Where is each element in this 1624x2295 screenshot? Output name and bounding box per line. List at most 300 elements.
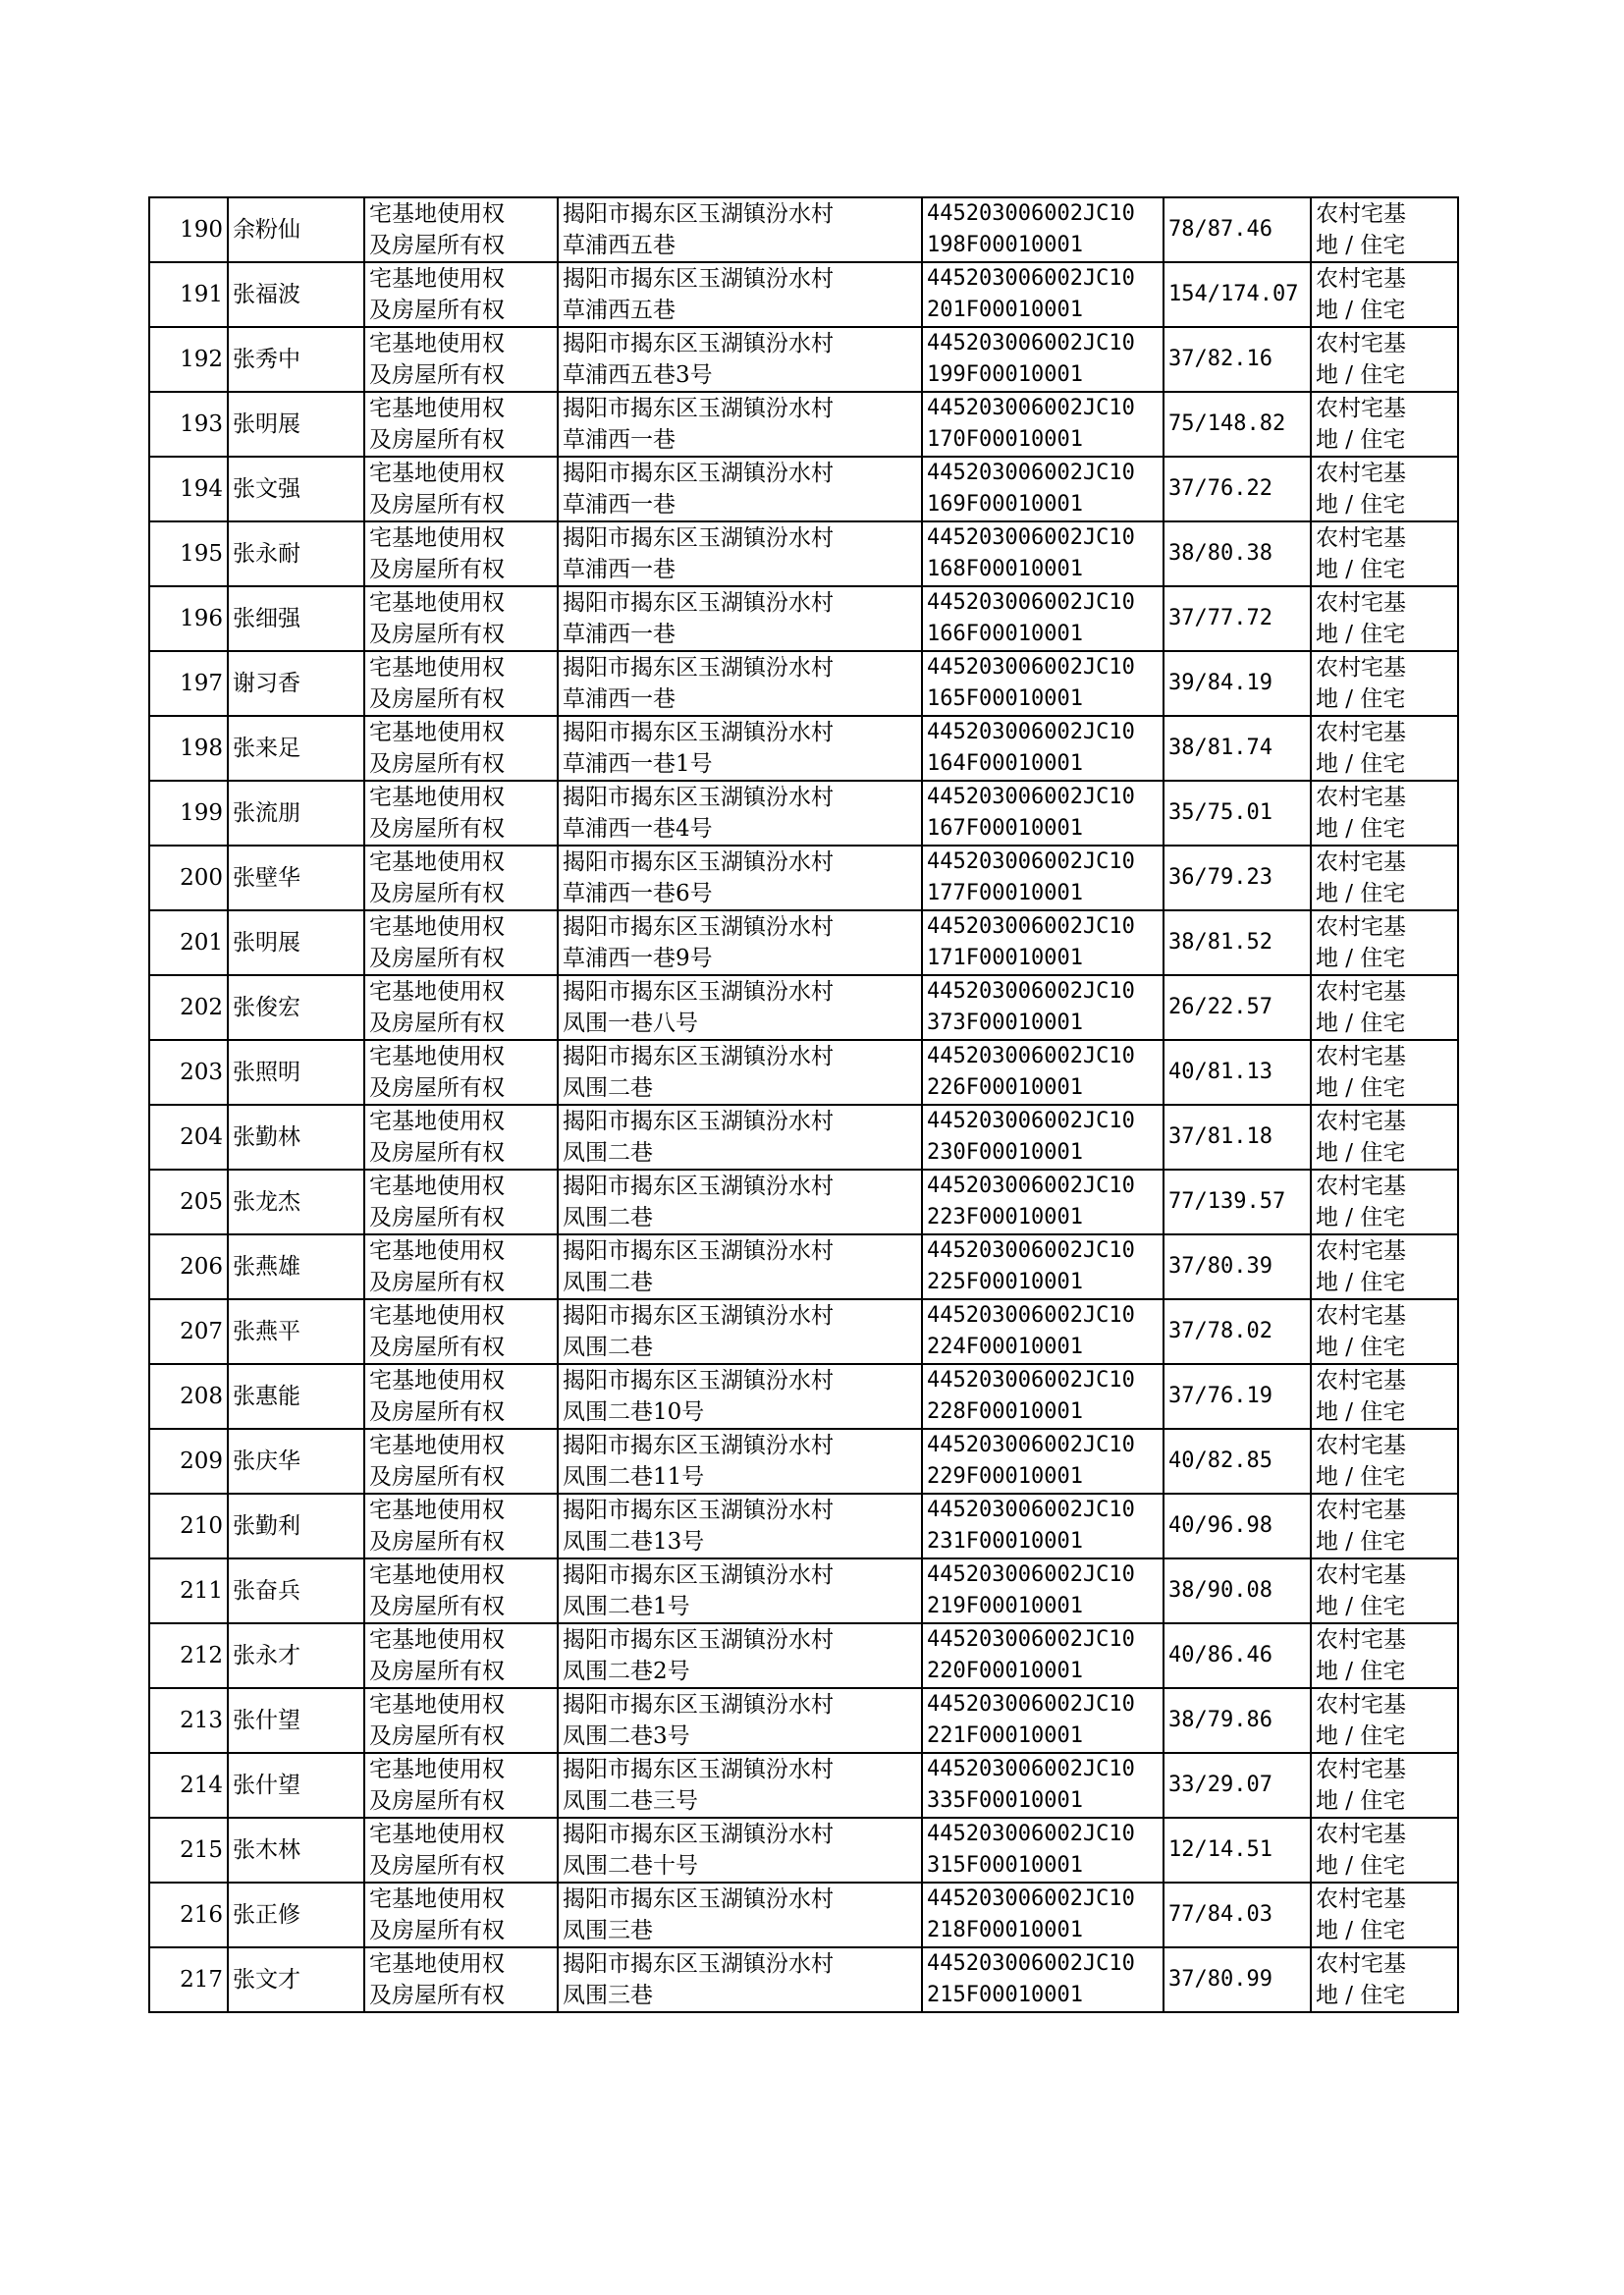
right-type-line: 宅基地使用权 xyxy=(369,1886,505,1912)
row-number-cell xyxy=(149,586,228,651)
location-line: 揭阳市揭东区玉湖镇汾水村 xyxy=(563,1238,834,1264)
land-use-line: 农村宅基 xyxy=(1316,1562,1406,1588)
row-number-cell xyxy=(149,1494,228,1558)
owner-name: 张什望 xyxy=(233,1708,300,1733)
area-cell xyxy=(1164,262,1311,327)
unit-code-line: 170F00010001 xyxy=(927,427,1083,452)
land-use-cell xyxy=(1311,910,1458,975)
table-row xyxy=(149,1558,1458,1623)
right-type-line: 及房屋所有权 xyxy=(369,816,505,842)
land-use-line: 地 / 住宅 xyxy=(1316,1205,1406,1230)
row-number: 206 xyxy=(180,1254,223,1280)
unit-code-line: 220F00010001 xyxy=(927,1659,1083,1683)
unit-code-line: 228F00010001 xyxy=(927,1399,1083,1424)
unit-code-line: 445203006002JC10 xyxy=(927,331,1135,355)
right-type-cell xyxy=(364,521,558,586)
land-use-line: 农村宅基 xyxy=(1316,1498,1406,1523)
area-value: 40/86.46 xyxy=(1168,1643,1272,1667)
location-line: 草浦西一巷 xyxy=(563,686,676,712)
area-value: 26/22.57 xyxy=(1168,995,1272,1019)
right-type-cell xyxy=(364,1364,558,1429)
area-cell xyxy=(1164,1299,1311,1364)
land-use-cell xyxy=(1311,1494,1458,1558)
right-type-cell xyxy=(364,781,558,846)
owner-name-cell xyxy=(228,392,364,457)
land-use-line: 农村宅基 xyxy=(1316,201,1406,227)
unit-code-line: 223F00010001 xyxy=(927,1205,1083,1229)
table-row xyxy=(149,1818,1458,1883)
land-use-cell xyxy=(1311,1364,1458,1429)
land-use-line: 地 / 住宅 xyxy=(1316,492,1406,518)
row-number: 213 xyxy=(180,1708,223,1733)
land-use-line: 地 / 住宅 xyxy=(1316,1659,1406,1684)
location-line: 凤围二巷13号 xyxy=(563,1529,705,1555)
location-line: 草浦西一巷4号 xyxy=(563,816,713,842)
right-type-line: 及房屋所有权 xyxy=(369,1659,505,1684)
land-use-line: 农村宅基 xyxy=(1316,655,1406,681)
location-cell xyxy=(558,1494,922,1558)
row-number: 217 xyxy=(180,1967,223,1993)
land-use-line: 农村宅基 xyxy=(1316,785,1406,810)
right-type-cell xyxy=(364,1753,558,1818)
row-number-cell xyxy=(149,1623,228,1688)
table-row xyxy=(149,1234,1458,1299)
right-type-line: 宅基地使用权 xyxy=(369,331,505,356)
row-number-cell xyxy=(149,781,228,846)
land-use-line: 农村宅基 xyxy=(1316,1886,1406,1912)
unit-code-line: 445203006002JC10 xyxy=(927,1951,1135,1976)
right-type-cell xyxy=(364,1883,558,1947)
owner-name: 张龙杰 xyxy=(233,1189,300,1215)
land-use-cell xyxy=(1311,327,1458,392)
owner-name-cell xyxy=(228,1753,364,1818)
owner-name-cell xyxy=(228,1947,364,2012)
unit-code-line: 445203006002JC10 xyxy=(927,1303,1135,1328)
unit-code-line: 315F00010001 xyxy=(927,1853,1083,1878)
row-number: 207 xyxy=(180,1319,223,1344)
area-cell xyxy=(1164,910,1311,975)
land-use-line: 农村宅基 xyxy=(1316,1238,1406,1264)
owner-name-cell xyxy=(228,586,364,651)
table-row xyxy=(149,392,1458,457)
right-type-line: 宅基地使用权 xyxy=(369,525,505,551)
location-cell xyxy=(558,327,922,392)
land-use-cell xyxy=(1311,1947,1458,2012)
land-use-line: 地 / 住宅 xyxy=(1316,1335,1406,1360)
location-line: 揭阳市揭东区玉湖镇汾水村 xyxy=(563,1627,834,1653)
row-number: 216 xyxy=(180,1902,223,1928)
land-use-line: 地 / 住宅 xyxy=(1316,1270,1406,1295)
owner-name: 张福波 xyxy=(233,282,300,307)
area-value: 75/148.82 xyxy=(1168,411,1286,436)
location-line: 凤围二巷2号 xyxy=(563,1659,690,1684)
right-type-line: 宅基地使用权 xyxy=(369,590,505,616)
location-line: 揭阳市揭东区玉湖镇汾水村 xyxy=(563,525,834,551)
unit-code-line: 201F00010001 xyxy=(927,298,1083,322)
right-type-cell xyxy=(364,1299,558,1364)
right-type-line: 宅基地使用权 xyxy=(369,1044,505,1069)
right-type-line: 及房屋所有权 xyxy=(369,1464,505,1490)
area-cell xyxy=(1164,1105,1311,1170)
land-use-line: 地 / 住宅 xyxy=(1316,816,1406,842)
owner-name: 张永才 xyxy=(233,1643,300,1668)
row-number-cell xyxy=(149,716,228,781)
area-cell xyxy=(1164,1364,1311,1429)
unit-code-line: 445203006002JC10 xyxy=(927,1822,1135,1846)
land-use-line: 地 / 住宅 xyxy=(1316,1075,1406,1101)
land-use-cell xyxy=(1311,392,1458,457)
row-number-cell xyxy=(149,651,228,716)
location-line: 揭阳市揭东区玉湖镇汾水村 xyxy=(563,331,834,356)
owner-name: 张庆华 xyxy=(233,1448,300,1474)
unit-code-line: 445203006002JC10 xyxy=(927,720,1135,744)
area-cell xyxy=(1164,1234,1311,1299)
table-row xyxy=(149,1364,1458,1429)
owner-name: 张明展 xyxy=(233,930,300,956)
land-use-line: 地 / 住宅 xyxy=(1316,427,1406,453)
table-row xyxy=(149,651,1458,716)
row-number-cell xyxy=(149,1040,228,1105)
unit-code-line: 445203006002JC10 xyxy=(927,1044,1135,1068)
owner-name-cell xyxy=(228,1883,364,1947)
area-cell xyxy=(1164,651,1311,716)
right-type-line: 及房屋所有权 xyxy=(369,1529,505,1555)
area-value: 38/81.74 xyxy=(1168,736,1272,760)
right-type-line: 宅基地使用权 xyxy=(369,1692,505,1718)
unit-code-line: 229F00010001 xyxy=(927,1464,1083,1489)
land-use-line: 农村宅基 xyxy=(1316,1174,1406,1199)
owner-name-cell xyxy=(228,1040,364,1105)
unit-code-line: 225F00010001 xyxy=(927,1270,1083,1294)
row-number: 204 xyxy=(180,1124,223,1150)
right-type-line: 及房屋所有权 xyxy=(369,1205,505,1230)
area-value: 40/82.85 xyxy=(1168,1448,1272,1473)
area-value: 38/90.08 xyxy=(1168,1578,1272,1603)
unit-code-line: 231F00010001 xyxy=(927,1529,1083,1554)
right-type-line: 及房屋所有权 xyxy=(369,1788,505,1814)
land-use-cell xyxy=(1311,197,1458,262)
owner-name: 张文才 xyxy=(233,1967,300,1993)
land-use-cell xyxy=(1311,651,1458,716)
area-value: 37/80.99 xyxy=(1168,1967,1272,1992)
right-type-line: 宅基地使用权 xyxy=(369,914,505,940)
right-type-line: 及房屋所有权 xyxy=(369,1918,505,1943)
unit-code-line: 166F00010001 xyxy=(927,622,1083,646)
land-use-line: 农村宅基 xyxy=(1316,849,1406,875)
owner-name-cell xyxy=(228,327,364,392)
location-cell xyxy=(558,262,922,327)
location-line: 凤围二巷10号 xyxy=(563,1399,705,1425)
area-value: 37/78.02 xyxy=(1168,1319,1272,1343)
location-cell xyxy=(558,846,922,910)
land-use-line: 地 / 住宅 xyxy=(1316,362,1406,388)
location-line: 凤围二巷3号 xyxy=(563,1723,690,1749)
row-number-cell xyxy=(149,1688,228,1753)
row-number-cell xyxy=(149,1364,228,1429)
location-line: 揭阳市揭东区玉湖镇汾水村 xyxy=(563,914,834,940)
unit-code-cell xyxy=(922,457,1164,521)
owner-name-cell xyxy=(228,716,364,781)
location-line: 凤围三巷 xyxy=(563,1918,653,1943)
location-cell xyxy=(558,716,922,781)
area-value: 35/75.01 xyxy=(1168,800,1272,825)
unit-code-cell xyxy=(922,846,1164,910)
area-value: 77/84.03 xyxy=(1168,1902,1272,1927)
land-use-line: 农村宅基 xyxy=(1316,720,1406,745)
area-cell xyxy=(1164,1170,1311,1234)
unit-code-line: 171F00010001 xyxy=(927,946,1083,970)
land-use-line: 地 / 住宅 xyxy=(1316,1853,1406,1879)
area-cell xyxy=(1164,327,1311,392)
land-use-line: 地 / 住宅 xyxy=(1316,751,1406,777)
land-use-line: 农村宅基 xyxy=(1316,266,1406,292)
unit-code-line: 165F00010001 xyxy=(927,686,1083,711)
unit-code-cell xyxy=(922,1299,1164,1364)
unit-code-cell xyxy=(922,327,1164,392)
unit-code-line: 224F00010001 xyxy=(927,1335,1083,1359)
area-cell xyxy=(1164,1429,1311,1494)
land-use-cell xyxy=(1311,1105,1458,1170)
right-type-line: 及房屋所有权 xyxy=(369,298,505,323)
land-use-line: 地 / 住宅 xyxy=(1316,1529,1406,1555)
row-number: 192 xyxy=(180,347,223,372)
area-value: 37/76.19 xyxy=(1168,1384,1272,1408)
location-cell xyxy=(558,1299,922,1364)
right-type-line: 及房屋所有权 xyxy=(369,233,505,258)
location-line: 揭阳市揭东区玉湖镇汾水村 xyxy=(563,461,834,486)
unit-code-line: 445203006002JC10 xyxy=(927,914,1135,939)
location-line: 凤围二巷 xyxy=(563,1140,653,1166)
right-type-cell xyxy=(364,1170,558,1234)
land-use-line: 农村宅基 xyxy=(1316,1368,1406,1393)
unit-code-line: 215F00010001 xyxy=(927,1983,1083,2007)
owner-name-cell xyxy=(228,1170,364,1234)
right-type-cell xyxy=(364,457,558,521)
unit-code-cell xyxy=(922,197,1164,262)
owner-name: 张永耐 xyxy=(233,541,300,567)
land-use-line: 地 / 住宅 xyxy=(1316,1723,1406,1749)
unit-code-cell xyxy=(922,1947,1164,2012)
land-use-cell xyxy=(1311,1234,1458,1299)
location-line: 凤围三巷 xyxy=(563,1983,653,2008)
unit-code-line: 445203006002JC10 xyxy=(927,1692,1135,1717)
land-use-line: 农村宅基 xyxy=(1316,1757,1406,1782)
owner-name-cell xyxy=(228,1299,364,1364)
row-number: 212 xyxy=(180,1643,223,1668)
unit-code-line: 445203006002JC10 xyxy=(927,266,1135,291)
owner-name-cell xyxy=(228,1818,364,1883)
row-number-cell xyxy=(149,1753,228,1818)
location-cell xyxy=(558,1429,922,1494)
land-use-line: 地 / 住宅 xyxy=(1316,622,1406,647)
unit-code-line: 445203006002JC10 xyxy=(927,1886,1135,1911)
table-row xyxy=(149,1883,1458,1947)
location-line: 揭阳市揭东区玉湖镇汾水村 xyxy=(563,1044,834,1069)
location-line: 草浦西一巷 xyxy=(563,622,676,647)
row-number-cell xyxy=(149,1234,228,1299)
area-value: 154/174.07 xyxy=(1168,282,1299,306)
owner-name: 张照明 xyxy=(233,1060,300,1085)
location-line: 揭阳市揭东区玉湖镇汾水村 xyxy=(563,1303,834,1329)
unit-code-line: 219F00010001 xyxy=(927,1594,1083,1618)
owner-name: 张正修 xyxy=(233,1902,300,1928)
right-type-line: 及房屋所有权 xyxy=(369,1983,505,2008)
location-line: 揭阳市揭东区玉湖镇汾水村 xyxy=(563,1368,834,1393)
unit-code-line: 445203006002JC10 xyxy=(927,1368,1135,1393)
unit-code-cell xyxy=(922,586,1164,651)
row-number-cell xyxy=(149,1558,228,1623)
right-type-line: 宅基地使用权 xyxy=(369,1174,505,1199)
location-cell xyxy=(558,1234,922,1299)
land-use-cell xyxy=(1311,1623,1458,1688)
table-row xyxy=(149,457,1458,521)
land-use-cell xyxy=(1311,457,1458,521)
unit-code-line: 445203006002JC10 xyxy=(927,1627,1135,1652)
owner-name: 张惠能 xyxy=(233,1384,300,1409)
owner-name: 张什望 xyxy=(233,1773,300,1798)
land-use-cell xyxy=(1311,716,1458,781)
right-type-cell xyxy=(364,1429,558,1494)
unit-code-line: 218F00010001 xyxy=(927,1918,1083,1942)
right-type-line: 及房屋所有权 xyxy=(369,1011,505,1036)
table-row xyxy=(149,781,1458,846)
owner-name: 张勤利 xyxy=(233,1513,300,1539)
location-line: 凤围二巷11号 xyxy=(563,1464,705,1490)
location-cell xyxy=(558,586,922,651)
right-type-line: 宅基地使用权 xyxy=(369,1757,505,1782)
location-line: 草浦西一巷9号 xyxy=(563,946,713,971)
table-row xyxy=(149,1947,1458,2012)
right-type-line: 宅基地使用权 xyxy=(369,849,505,875)
location-line: 揭阳市揭东区玉湖镇汾水村 xyxy=(563,1174,834,1199)
area-cell xyxy=(1164,1623,1311,1688)
right-type-line: 宅基地使用权 xyxy=(369,1238,505,1264)
owner-name: 张明展 xyxy=(233,411,300,437)
owner-name-cell xyxy=(228,910,364,975)
row-number: 199 xyxy=(180,800,223,826)
area-value: 37/82.16 xyxy=(1168,347,1272,371)
area-value: 12/14.51 xyxy=(1168,1837,1272,1862)
right-type-line: 及房屋所有权 xyxy=(369,1594,505,1619)
right-type-cell xyxy=(364,327,558,392)
right-type-line: 及房屋所有权 xyxy=(369,622,505,647)
unit-code-line: 177F00010001 xyxy=(927,881,1083,905)
owner-name-cell xyxy=(228,262,364,327)
unit-code-line: 199F00010001 xyxy=(927,362,1083,387)
location-line: 凤围二巷 xyxy=(563,1075,653,1101)
location-cell xyxy=(558,1364,922,1429)
unit-code-cell xyxy=(922,651,1164,716)
unit-code-line: 445203006002JC10 xyxy=(927,461,1135,485)
location-line: 揭阳市揭东区玉湖镇汾水村 xyxy=(563,396,834,421)
owner-name-cell xyxy=(228,975,364,1040)
location-line: 草浦西五巷3号 xyxy=(563,362,713,388)
table-row xyxy=(149,1753,1458,1818)
location-line: 凤围一巷八号 xyxy=(563,1011,698,1036)
right-type-cell xyxy=(364,1558,558,1623)
unit-code-line: 221F00010001 xyxy=(927,1723,1083,1748)
right-type-line: 及房屋所有权 xyxy=(369,362,505,388)
right-type-cell xyxy=(364,975,558,1040)
unit-code-cell xyxy=(922,1883,1164,1947)
land-use-line: 农村宅基 xyxy=(1316,914,1406,940)
right-type-line: 宅基地使用权 xyxy=(369,1498,505,1523)
row-number-cell xyxy=(149,457,228,521)
right-type-line: 及房屋所有权 xyxy=(369,686,505,712)
land-use-cell xyxy=(1311,1883,1458,1947)
right-type-line: 宅基地使用权 xyxy=(369,1951,505,1977)
right-type-cell xyxy=(364,1688,558,1753)
row-number: 196 xyxy=(180,606,223,631)
row-number-cell xyxy=(149,392,228,457)
location-line: 揭阳市揭东区玉湖镇汾水村 xyxy=(563,1562,834,1588)
owner-name: 张来足 xyxy=(233,736,300,761)
owner-name: 余粉仙 xyxy=(233,217,300,243)
unit-code-cell xyxy=(922,1818,1164,1883)
owner-name: 谢习香 xyxy=(233,671,300,696)
land-use-cell xyxy=(1311,1040,1458,1105)
location-cell xyxy=(558,1883,922,1947)
row-number-cell xyxy=(149,1818,228,1883)
owner-name: 张奋兵 xyxy=(233,1578,300,1604)
row-number-cell xyxy=(149,1947,228,2012)
land-use-line: 地 / 住宅 xyxy=(1316,1011,1406,1036)
location-line: 揭阳市揭东区玉湖镇汾水村 xyxy=(563,720,834,745)
land-use-cell xyxy=(1311,975,1458,1040)
right-type-line: 宅基地使用权 xyxy=(369,1562,505,1588)
land-use-cell xyxy=(1311,1429,1458,1494)
row-number: 208 xyxy=(180,1384,223,1409)
location-line: 揭阳市揭东区玉湖镇汾水村 xyxy=(563,1109,834,1134)
row-number: 197 xyxy=(180,671,223,696)
location-line: 揭阳市揭东区玉湖镇汾水村 xyxy=(563,1433,834,1458)
location-cell xyxy=(558,1753,922,1818)
row-number: 203 xyxy=(180,1060,223,1085)
land-use-cell xyxy=(1311,1688,1458,1753)
row-number-cell xyxy=(149,1429,228,1494)
right-type-line: 及房屋所有权 xyxy=(369,1270,505,1295)
unit-code-cell xyxy=(922,910,1164,975)
unit-code-line: 335F00010001 xyxy=(927,1788,1083,1813)
land-use-line: 农村宅基 xyxy=(1316,1433,1406,1458)
land-use-line: 农村宅基 xyxy=(1316,1109,1406,1134)
row-number: 209 xyxy=(180,1448,223,1474)
owner-name-cell xyxy=(228,1494,364,1558)
location-cell xyxy=(558,1623,922,1688)
right-type-line: 及房屋所有权 xyxy=(369,1399,505,1425)
table-row xyxy=(149,521,1458,586)
land-use-cell xyxy=(1311,521,1458,586)
area-value: 40/96.98 xyxy=(1168,1513,1272,1538)
area-value: 38/80.38 xyxy=(1168,541,1272,566)
table-body xyxy=(149,197,1458,2012)
table-row xyxy=(149,1623,1458,1688)
unit-code-cell xyxy=(922,262,1164,327)
location-line: 草浦西一巷6号 xyxy=(563,881,713,906)
land-use-line: 农村宅基 xyxy=(1316,1951,1406,1977)
right-type-line: 宅基地使用权 xyxy=(369,461,505,486)
owner-name: 张壁华 xyxy=(233,865,300,891)
location-line: 凤围二巷 xyxy=(563,1335,653,1360)
owner-name-cell xyxy=(228,521,364,586)
land-use-cell xyxy=(1311,1170,1458,1234)
location-cell xyxy=(558,975,922,1040)
right-type-line: 及房屋所有权 xyxy=(369,1140,505,1166)
location-line: 揭阳市揭东区玉湖镇汾水村 xyxy=(563,266,834,292)
owner-name-cell xyxy=(228,1105,364,1170)
unit-code-cell xyxy=(922,1170,1164,1234)
unit-code-cell xyxy=(922,1234,1164,1299)
